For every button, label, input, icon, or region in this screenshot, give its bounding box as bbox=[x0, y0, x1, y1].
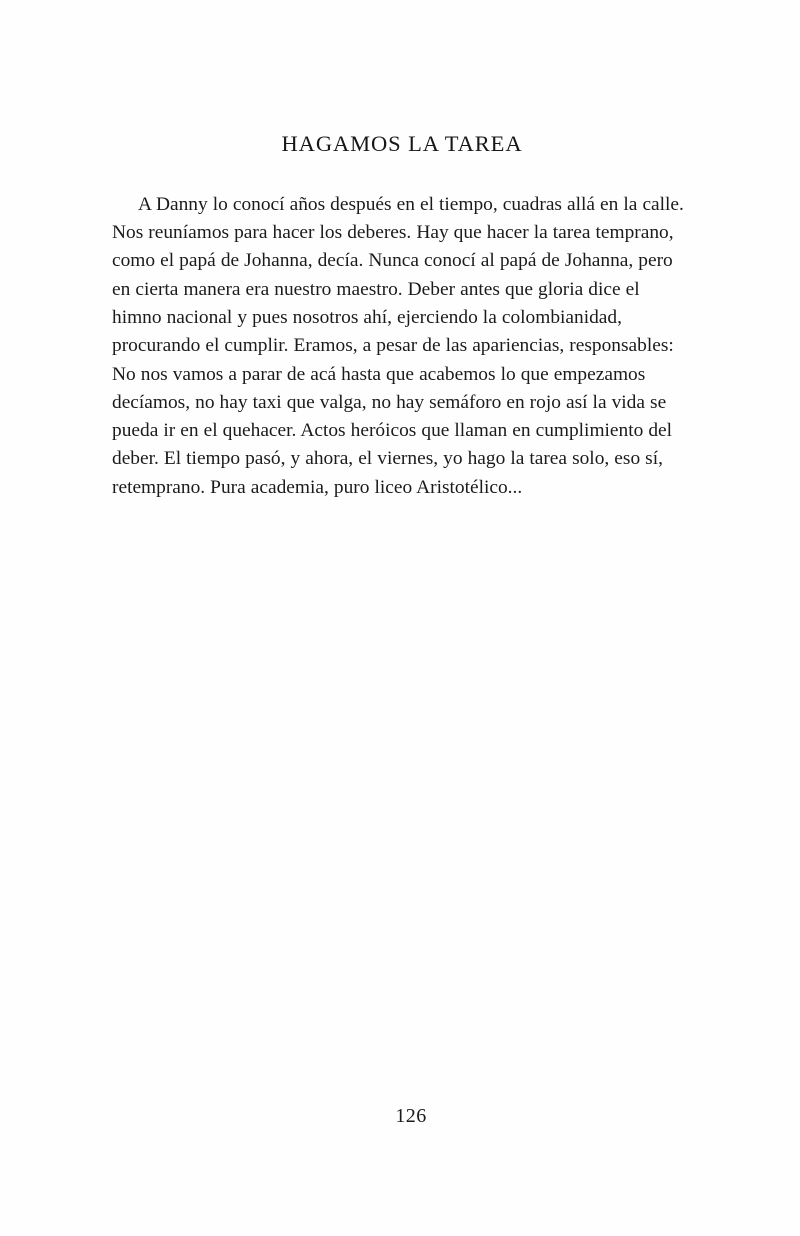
body-paragraph: A Danny lo conocí años después en el tiempo, cuadras allá en la calle. Nos reuníamos para hacer los deberes. Hay que hacer la tarea temprano, como el papá de Johanna, decía. Nunca conocí al papá de Johanna, pero en cierta manera era nuestro maestro. Deber antes que gloria dice el himno nacional y pues nosotros ahí, ejerciendo la colombianidad, procurando el cumplir. Eramos, a pesar de las apariencias, responsables: No nos vamos a parar de acá hasta que acabemos lo que empezamos decíamos, no hay taxi que valga, no hay semáforo en rojo así la vida se pueda ir en el quehacer. Actos heróicos que llaman en cumplimiento del deber. El tiempo pasó, y ahora, el viernes, yo hago la tarea solo, eso sí, retemprano. Pura academia, puro liceo Aristotélico... bbox=[112, 193, 684, 498]
chapter-title: HAGAMOS LA TAREA bbox=[281, 131, 523, 156]
page-footer bbox=[0, 1106, 800, 1126]
page-number: 126 bbox=[395, 1105, 427, 1127]
text-block bbox=[112, 132, 692, 502]
